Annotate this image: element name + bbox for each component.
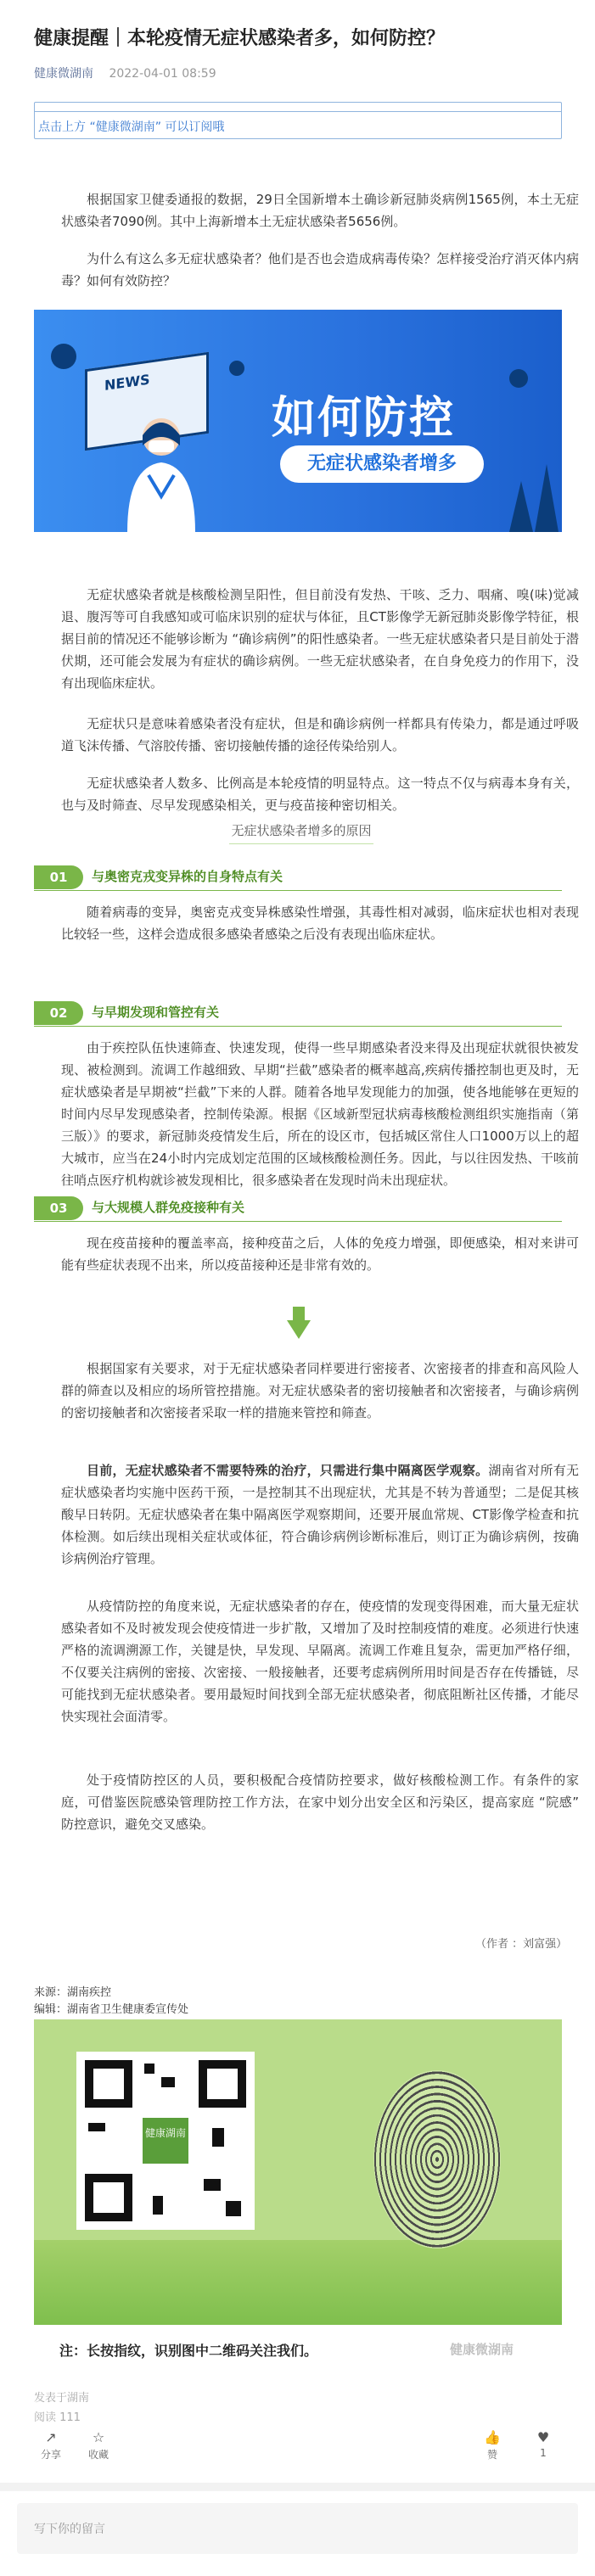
banner-headline: 如何防控 — [272, 393, 456, 444]
qr-module — [144, 2064, 154, 2074]
favorite-button[interactable] — [81, 2428, 115, 2461]
virus-icon — [51, 344, 76, 369]
tree-icon — [535, 464, 559, 532]
water-background — [34, 2240, 562, 2325]
read-count: 阅读 111 — [34, 2411, 81, 2424]
virus-icon — [229, 361, 244, 376]
paragraph-feature: 无症状感染者人数多、比例高是本轮疫情的明显特点。这一特点不仅与病毒本身有关，也与及时筛查、尽早发现感染相关，更与疫苗接种密切相关。 — [61, 776, 579, 813]
qr-module — [212, 2128, 224, 2147]
virus-icon — [509, 369, 528, 388]
thumbs-up-icon: 👍 — [484, 2429, 501, 2445]
qr-finder — [85, 2174, 132, 2221]
follow-banner-line — [34, 111, 562, 112]
wow-button[interactable] — [526, 2428, 560, 2459]
qr-code[interactable] — [76, 2052, 255, 2230]
paragraph-household: 处于疫情防控区的人员，要积极配合疫情防控要求，做好核酸检测工作。有条件的家庭，可借鉴医院感染管理防控工作方法，在家中划分出安全区和污染区，提高家庭 “院感” 防控意识，避免交叉感染。 — [61, 1772, 579, 1832]
poster-watermark: 健康微湖南 — [450, 2342, 514, 2357]
article-meta — [34, 64, 216, 81]
reason-rule — [34, 1221, 562, 1222]
fingerprint-icon[interactable] — [373, 2070, 501, 2248]
news-board-label: NEWS — [104, 371, 150, 395]
reason-rule — [34, 890, 562, 891]
qr-finder — [85, 2060, 132, 2108]
paragraph-definition: 无症状感染者就是核酸检测呈阳性，但目前没有发热、干咳、乏力、咽痛、嗅(味)觉减退、腹泻等可自我感知或可临床识别的症状与体征，且CT影像学无新冠肺炎影像学特征，根据目前的情况还不能够诊断为 “确诊病例”的阳性感染者。一些无症状感染者只是目前处于潜伏期，还可能会发展为有症状的确诊病例。一些无症状感染者，在自身免疫力的作用下，没有出现临床症状。 — [61, 587, 579, 691]
source-line: 来源：湖南疾控 — [34, 1986, 112, 1999]
paragraph-reason-1: 随着病毒的变异，奥密克戎变异株感染性增强，其毒性相对减弱，临床症状也相对表现比较轻一些，这样会造成很多感染者感染之后没有表现出临床症状。 — [61, 904, 579, 942]
reason-label: 与早期发现和管控有关 — [92, 1005, 220, 1020]
comment-input[interactable] — [17, 2503, 578, 2554]
reason-number: 01 — [34, 865, 83, 889]
down-arrow-icon — [287, 1320, 311, 1339]
qr-module — [153, 2196, 163, 2215]
comment-placeholder: 写下你的留言 — [34, 2523, 105, 2536]
favorite-label: 收藏 — [87, 2449, 109, 2461]
account-name[interactable]: 健康微湖南 — [34, 67, 93, 81]
qr-module — [161, 2077, 175, 2087]
paragraph-prevention: 从疫情防控的角度来说，无症状感染者的存在，使疫情的发现变得困难，而大量无症状感染者如不及时被发现会使疫情进一步扩散，又增加了及时控制疫情的难度。必须进行快速严格的流调溯源工作，关键是快，早发现、早隔离。流调工作难且复杂，需更加严格仔细，不仅要关注病例的密接、次密接、一般接触者，还要考虑病例所用时间是否存在传播链，尽可能找到无症状感染者。要用最短时间找到全部无症状感染者，彻底阻断社区传播，才能尽快实现社会面清零。 — [61, 1599, 579, 1724]
qr-poster[interactable] — [34, 2019, 562, 2376]
banner-subtitle: 无症状感染者增多 — [306, 453, 457, 474]
treatment-rest: 湖南省对所有无症状感染者均实施中医药干预，一是控制其不出现症状，尤其是不转为普通型；二是促其核酸早日转阴。无症状感染者在集中隔离医学观察期间，还要开展血常规、CT影像学检查和抗体检测。如后续出现相关症状或体征，符合确诊病例诊断标准后，则订正为确诊病例，按确诊病例治疗管理。 — [61, 1463, 579, 1566]
reason-label: 与奥密克戎变异株的自身特点有关 — [92, 869, 283, 884]
paragraph-intro: 根据国家卫健委通报的数据，29日全国新增本土确诊新冠肺炎病例1565例，本土无症状感染者7090例。其中上海新增本土无症状感染者5656例。 — [61, 192, 579, 229]
paragraph-treatment — [61, 1459, 579, 1570]
paragraph-management: 根据国家有关要求，对于无症状感染者同样要进行密接者、次密接者的排查和高风险人群的筛查以及相应的场所管控措施。对无症状感染者的密切接触者和次密接者，与确诊病例的密切接触者和次密接者采取一样的措施来管控和筛查。 — [61, 1361, 579, 1420]
poster-note: 注：长按指纹，识别图中二维码关注我们。 — [59, 2343, 318, 2359]
nurse-figure — [102, 412, 212, 532]
wow-count: 1 — [540, 2447, 547, 2459]
wow-icon: ♥ — [536, 2429, 550, 2445]
banner-subtitle-pill — [280, 445, 484, 483]
follow-text: 点击上方 “健康微湖南” 可以订阅哦 — [38, 120, 225, 134]
reason-number: 03 — [34, 1196, 83, 1220]
share-button[interactable] — [34, 2428, 68, 2461]
section-header: 无症状感染者增多的原因 — [229, 818, 373, 844]
like-label: 赞 — [486, 2449, 497, 2461]
paragraph-questions: 为什么有这么多无症状感染者？他们是否也会造成病毒传染？怎样接受治疗消灭体内病毒？如何有效防控？ — [61, 251, 579, 288]
reason-heading-1 — [34, 865, 562, 891]
editor-line: 编辑：湖南省卫生健康委宣传处 — [34, 2003, 189, 2016]
paragraph-reason-3: 现在疫苗接种的覆盖率高，接种疫苗之后，人体的免疫力增强，即便感染，相对来讲可能有些症状表现不出来，所以疫苗接种还是非常有效的。 — [61, 1235, 579, 1273]
poster-note-bar — [34, 2325, 562, 2376]
paragraph-infectious: 无症状只是意味着感染者没有症状，但是和确诊病例一样都具有传染力，都是通过呼吸道飞沫传播、气溶胶传播、密切接触传播的途径传染给别人。 — [61, 716, 579, 753]
reason-number: 02 — [34, 1001, 83, 1025]
reason-heading-2 — [34, 1001, 562, 1027]
follow-banner[interactable] — [34, 102, 562, 139]
qr-module — [226, 2201, 241, 2216]
like-button[interactable] — [475, 2428, 509, 2461]
publish-date: 2022-04-01 08:59 — [109, 67, 216, 81]
header-illustration — [34, 310, 562, 532]
reason-label: 与大规模人群免疫接种有关 — [92, 1200, 245, 1215]
article-toolbar — [34, 2428, 562, 2471]
paragraph-reason-2: 由于疾控队伍快速筛查、快速发现，使得一些早期感染者没来得及出现症状就很快被发现、被检测到。流调工作越细致、早期“拦截”感染者的概率越高,疾病传播控制也更及时，无症状感染者是早期被“拦截”下来的人群。随着各地早发现能力的加强，使各地能够在更短的时间内尽早发现感染者，控制传染源。根据《区域新型冠状病毒核酸检测组织实施指南（第三版）》的要求，新冠肺炎疫情发生后，所在的设区市，包括城区常住人口1000万以上的超大城市，应当在24小时内完成划定范围的区域核酸检测任务。因此，与以往因发热、干咳前往哨点医疗机构就诊被发现相比，很多感染者在发现时尚未出现症状。 — [61, 1040, 579, 1188]
qr-center-logo: 健康湖南 — [143, 2118, 188, 2164]
share-label: 分享 — [40, 2449, 61, 2461]
qr-module — [204, 2179, 221, 2191]
qr-module — [88, 2123, 105, 2131]
qr-finder — [199, 2060, 246, 2108]
reason-heading-3 — [34, 1196, 562, 1222]
star-icon: ☆ — [92, 2429, 105, 2445]
treatment-bold: 目前，无症状感染者不需要特殊的治疗，只需进行集中隔离医学观察。 — [87, 1463, 489, 1478]
author-byline: （作者 ：刘富强） — [475, 1938, 568, 1951]
comment-divider — [0, 2483, 595, 2491]
article-title: 健康提醒｜本轮疫情无症状感染者多，如何防控？ — [34, 28, 446, 49]
share-icon: ↗ — [45, 2429, 57, 2445]
tree-icon — [509, 481, 533, 532]
published-from: 发表于湖南 — [34, 2392, 90, 2405]
reason-rule — [34, 1026, 562, 1027]
